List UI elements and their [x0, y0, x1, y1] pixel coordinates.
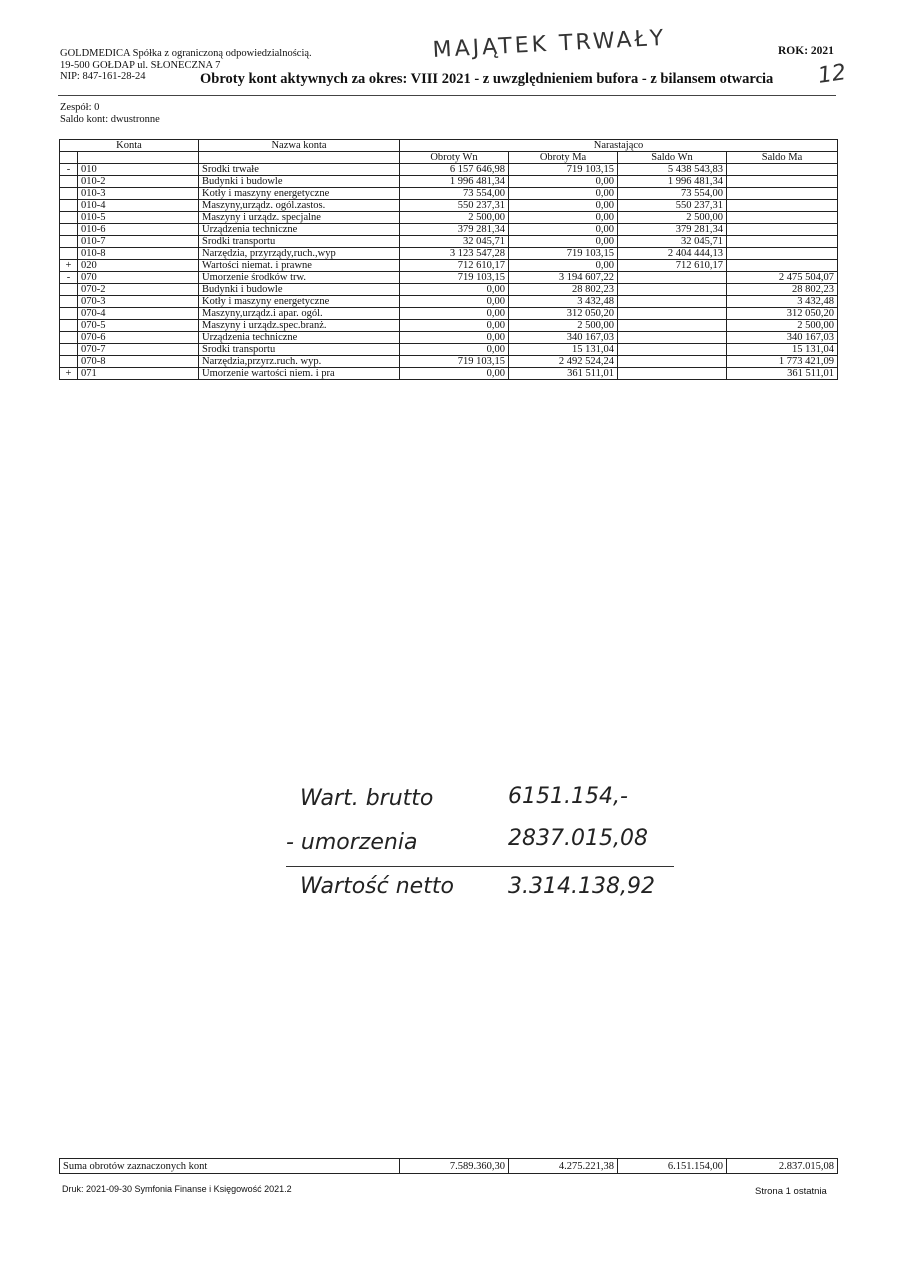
page-number: Strona 1 ostatnia: [755, 1186, 827, 1197]
saldo-ma: [727, 212, 838, 224]
row-mark: [60, 296, 78, 308]
saldo-wn: [618, 344, 727, 356]
header-saldo-wn: Saldo Wn: [618, 152, 727, 164]
table-row: [60, 368, 838, 380]
account-name: Środki transportu: [199, 344, 400, 356]
row-mark: [60, 212, 78, 224]
table-row: [60, 260, 838, 272]
year-label: ROK: 2021: [778, 45, 834, 57]
obroty-ma: 340 167,03: [509, 332, 618, 344]
account-number: 010: [78, 164, 199, 176]
obroty-ma: 0,00: [509, 200, 618, 212]
saldo-ma: [727, 248, 838, 260]
obroty-wn: 712 610,17: [400, 260, 509, 272]
account-name: Urządzenia techniczne: [199, 332, 400, 344]
account-number: 010-4: [78, 200, 199, 212]
account-name: Kotły i maszyny energetyczne: [199, 296, 400, 308]
account-number: 070-3: [78, 296, 199, 308]
row-mark: [60, 284, 78, 296]
saldo-wn: [618, 332, 727, 344]
row-mark: [60, 344, 78, 356]
sum-obroty-ma: 4.275.221,38: [509, 1159, 618, 1174]
table-row: [60, 308, 838, 320]
account-number: 010-2: [78, 176, 199, 188]
saldo-ma: 2 475 504,07: [727, 272, 838, 284]
obroty-wn: 0,00: [400, 344, 509, 356]
account-name: Urządzenia techniczne: [199, 224, 400, 236]
obroty-wn: 0,00: [400, 308, 509, 320]
zespol-label: Zespół: 0: [60, 102, 100, 113]
row-mark: -: [60, 272, 78, 284]
saldo-wn: [618, 356, 727, 368]
obroty-ma: 0,00: [509, 188, 618, 200]
print-info: Druk: 2021-09-30 Symfonia Finanse i Księgowość 2021.2: [62, 1184, 292, 1194]
saldo-wn: 32 045,71: [618, 236, 727, 248]
account-name: Narzędzia,przyrz.ruch. wyp.: [199, 356, 400, 368]
saldo-wn: [618, 284, 727, 296]
account-number: 010-6: [78, 224, 199, 236]
saldo-ma: 361 511,01: [727, 368, 838, 380]
calc-net-value: 3.314.138,92: [508, 874, 655, 899]
row-mark: [60, 176, 78, 188]
company-name: GOLDMEDICA Spółka z ograniczoną odpowiedzialnością.: [60, 48, 312, 59]
header-divider: [58, 95, 836, 96]
saldo-ma: 340 167,03: [727, 332, 838, 344]
saldo-ma: [727, 188, 838, 200]
obroty-ma: 719 103,15: [509, 248, 618, 260]
table-row: [60, 344, 838, 356]
calc-divider: [286, 866, 674, 867]
row-mark: [60, 356, 78, 368]
obroty-wn: 2 500,00: [400, 212, 509, 224]
saldo-wn: 2 404 444,13: [618, 248, 727, 260]
obroty-wn: 0,00: [400, 332, 509, 344]
obroty-wn: 73 554,00: [400, 188, 509, 200]
account-name: Maszyny i urządz. specjalne: [199, 212, 400, 224]
obroty-wn: 0,00: [400, 320, 509, 332]
account-number: 070-5: [78, 320, 199, 332]
row-mark: [60, 248, 78, 260]
row-mark: +: [60, 260, 78, 272]
obroty-ma: 719 103,15: [509, 164, 618, 176]
report-meta: [60, 102, 160, 126]
account-name: Budynki i budowle: [199, 176, 400, 188]
account-name: Kotły i maszyny energetyczne: [199, 188, 400, 200]
obroty-ma: 3 432,48: [509, 296, 618, 308]
header-nazwa: Nazwa konta: [199, 140, 400, 152]
account-name: Budynki i budowle: [199, 284, 400, 296]
account-number: 070-8: [78, 356, 199, 368]
handwritten-number: 12: [816, 60, 848, 89]
obroty-wn: 0,00: [400, 284, 509, 296]
saldo-wn: [618, 272, 727, 284]
saldo-mode-label: Saldo kont: dwustronne: [60, 114, 160, 125]
obroty-ma: 28 802,23: [509, 284, 618, 296]
calc-gross-value: 6151.154,-: [508, 784, 628, 809]
row-mark: [60, 320, 78, 332]
obroty-ma: 0,00: [509, 176, 618, 188]
table-row: [60, 248, 838, 260]
account-name: Maszyny,urządz.i apar. ogól.: [199, 308, 400, 320]
account-number: 010-7: [78, 236, 199, 248]
account-name: Umorzenie środków trw.: [199, 272, 400, 284]
table-row: [60, 272, 838, 284]
header-obroty-ma: Obroty Ma: [509, 152, 618, 164]
calc-depreciation-value: 2837.015,08: [508, 826, 648, 851]
obroty-ma: 2 492 524,24: [509, 356, 618, 368]
account-name: Środki transportu: [199, 236, 400, 248]
sum-table: [59, 1158, 838, 1174]
calc-depreciation-label: - umorzenia: [286, 830, 418, 855]
header-obroty-wn: Obroty Wn: [400, 152, 509, 164]
saldo-ma: 15 131,04: [727, 344, 838, 356]
table-row: [60, 200, 838, 212]
obroty-wn: 6 157 646,98: [400, 164, 509, 176]
sum-label: Suma obrotów zaznaczonych kont: [60, 1159, 400, 1174]
company-nip: NIP: 847-161-28-24: [60, 71, 146, 82]
table-row: [60, 296, 838, 308]
saldo-ma: [727, 164, 838, 176]
saldo-ma: 312 050,20: [727, 308, 838, 320]
row-mark: [60, 308, 78, 320]
obroty-ma: 0,00: [509, 260, 618, 272]
account-name: Umorzenie wartości niem. i pra: [199, 368, 400, 380]
accounts-table: [59, 139, 838, 380]
handwritten-title: MAJĄTEK TRWAŁY: [432, 25, 667, 63]
row-mark: [60, 224, 78, 236]
saldo-wn: 550 237,31: [618, 200, 727, 212]
saldo-wn: 1 996 481,34: [618, 176, 727, 188]
table-row: [60, 356, 838, 368]
sum-saldo-ma: 2.837.015,08: [727, 1159, 838, 1174]
obroty-ma: 2 500,00: [509, 320, 618, 332]
account-name: Środki trwałe: [199, 164, 400, 176]
sum-saldo-wn: 6.151.154,00: [618, 1159, 727, 1174]
account-name: Narzędzia, przyrządy,ruch.,wyp: [199, 248, 400, 260]
obroty-wn: 719 103,15: [400, 356, 509, 368]
table-row: [60, 176, 838, 188]
table-row: [60, 320, 838, 332]
row-mark: [60, 200, 78, 212]
header-narastajaco: Narastająco: [400, 140, 838, 152]
obroty-ma: 3 194 607,22: [509, 272, 618, 284]
saldo-wn: 5 438 543,83: [618, 164, 727, 176]
header-konta: Konta: [60, 140, 199, 152]
obroty-wn: 550 237,31: [400, 200, 509, 212]
obroty-ma: 15 131,04: [509, 344, 618, 356]
obroty-wn: 719 103,15: [400, 272, 509, 284]
obroty-wn: 1 996 481,34: [400, 176, 509, 188]
row-mark: [60, 236, 78, 248]
table-row: [60, 212, 838, 224]
account-number: 010-3: [78, 188, 199, 200]
saldo-wn: [618, 320, 727, 332]
account-number: 020: [78, 260, 199, 272]
saldo-wn: [618, 296, 727, 308]
table-row: [60, 188, 838, 200]
row-mark: [60, 188, 78, 200]
account-number: 070-2: [78, 284, 199, 296]
saldo-wn: [618, 308, 727, 320]
account-number: 010-5: [78, 212, 199, 224]
table-row: [60, 332, 838, 344]
calc-net-label: Wartość netto: [300, 874, 454, 899]
account-number: 010-8: [78, 248, 199, 260]
account-name: Maszyny,urządz. ogól.zastos.: [199, 200, 400, 212]
row-mark: +: [60, 368, 78, 380]
obroty-ma: 0,00: [509, 236, 618, 248]
company-address: 19-500 GOŁDAP ul. SŁONECZNA 7: [60, 59, 221, 71]
saldo-wn: 379 281,34: [618, 224, 727, 236]
sum-obroty-wn: 7.589.360,30: [400, 1159, 509, 1174]
saldo-ma: 28 802,23: [727, 284, 838, 296]
account-number: 070-4: [78, 308, 199, 320]
saldo-wn: [618, 368, 727, 380]
row-mark: [60, 332, 78, 344]
table-row: [60, 164, 838, 176]
account-number: 070-6: [78, 332, 199, 344]
obroty-wn: 379 281,34: [400, 224, 509, 236]
account-number: 071: [78, 368, 199, 380]
account-number: 070: [78, 272, 199, 284]
saldo-ma: [727, 224, 838, 236]
table-row: [60, 236, 838, 248]
obroty-wn: 32 045,71: [400, 236, 509, 248]
saldo-ma: 2 500,00: [727, 320, 838, 332]
saldo-ma: [727, 236, 838, 248]
saldo-wn: 712 610,17: [618, 260, 727, 272]
obroty-wn: 3 123 547,28: [400, 248, 509, 260]
obroty-wn: 0,00: [400, 368, 509, 380]
calc-gross-label: Wart. brutto: [300, 786, 434, 811]
saldo-wn: 2 500,00: [618, 212, 727, 224]
row-mark: -: [60, 164, 78, 176]
obroty-ma: 0,00: [509, 212, 618, 224]
saldo-wn: 73 554,00: [618, 188, 727, 200]
saldo-ma: [727, 200, 838, 212]
header-saldo-ma: Saldo Ma: [727, 152, 838, 164]
obroty-ma: 312 050,20: [509, 308, 618, 320]
table-row: [60, 224, 838, 236]
saldo-ma: [727, 260, 838, 272]
account-name: Maszyny i urządz.spec.branż.: [199, 320, 400, 332]
table-row: [60, 284, 838, 296]
saldo-ma: 3 432,48: [727, 296, 838, 308]
account-name: Wartości niemat. i prawne: [199, 260, 400, 272]
report-title: Obroty kont aktywnych za okres: VIII 2021 - z uwzględnieniem bufora - z bilansem otwarcia: [200, 71, 774, 87]
saldo-ma: [727, 176, 838, 188]
account-number: 070-7: [78, 344, 199, 356]
saldo-ma: 1 773 421,09: [727, 356, 838, 368]
obroty-ma: 361 511,01: [509, 368, 618, 380]
obroty-ma: 0,00: [509, 224, 618, 236]
obroty-wn: 0,00: [400, 296, 509, 308]
